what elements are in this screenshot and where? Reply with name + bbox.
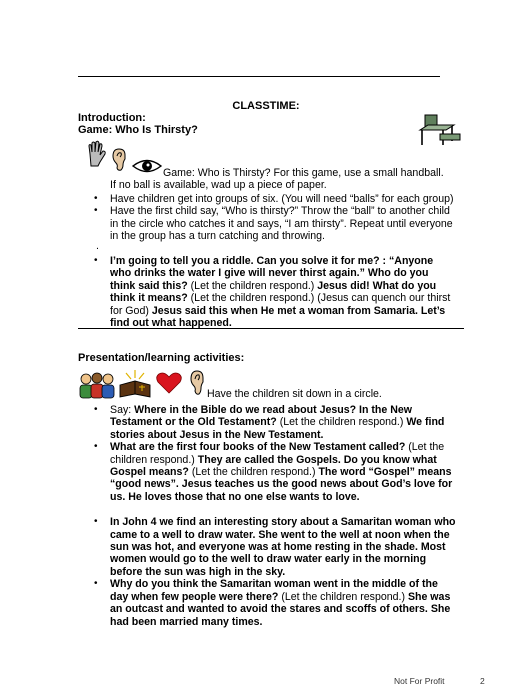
list-item: • What are the first four books of the New Testament called? (Let the children respond.) They are called the Gospels. Do you know what Gospel means? (Let the children respond.) The word “Gospel” means “good news”. Jesus teaches us the good news about God’s love for us. He loves those that no one else wants to love.	[94, 441, 453, 503]
bible-icon	[118, 369, 152, 399]
desk-icon	[416, 112, 462, 148]
game-label: Game: Who Is Thirsty?	[78, 124, 198, 136]
presentation-label: Presentation/learning activities:	[78, 352, 245, 364]
introduction-label: Introduction:	[78, 112, 146, 124]
list-item: • Why do you think the Samaritan woman went in the middle of the day when few people were there? (Let the children respond.) She was an outcast and wanted to avoid the stares and scoffs of others. She had been married many times.	[94, 578, 451, 628]
footer-note: Not For Profit	[394, 676, 445, 686]
classtime-title: CLASSTIME:	[232, 100, 300, 112]
list-item: • I’m going to tell you a riddle. Can you solve it for me? : “Anyone who drinks the water I give will never thirst again.” Who do you think said this? (Let the children respond.) Jesus did! What do you think it means? (Let the children respond.) (Jesus can quench our thirst for God) Jesus said this when He met a woman from Samaria. Let’s find out what happened.	[94, 255, 451, 330]
stray-mark: .	[96, 240, 99, 252]
riddle-bullet	[84, 255, 454, 329]
eye-icon	[132, 157, 162, 175]
ear-icon	[110, 148, 130, 172]
list-item: • Say: Where in the Bible do we read about Jesus? In the New Testament or the Old Testament? (Let the children respond.) We find stories about Jesus in the New Testament.	[94, 404, 445, 441]
presentation-bullets	[84, 404, 456, 628]
game-lead-text-2: If no ball is available, wad up a piece of paper.	[110, 179, 327, 191]
children-group-icon	[78, 372, 116, 400]
game-lead-text: Game: Who is Thirsty? For this game, use a small handball.	[163, 167, 444, 179]
page-number: 2	[480, 676, 485, 686]
list-item: • Have the first child say, “Who is thirsty?” Throw the “ball” to another child in the circle who catches it and says, “I am thirsty”. Repeat until everyone in the group has a turn catching and throwing.	[94, 205, 453, 243]
game-bullets	[84, 193, 454, 243]
hand-icon	[86, 140, 108, 168]
ear-icon	[188, 370, 208, 396]
list-item: • Have children get into groups of six. (You will need “balls” for each group)	[94, 193, 454, 205]
list-item: • In John 4 we find an interesting story about a Samaritan woman who came to a well to draw water. She went to the well at noon when the sun was hot, and everyone was at home resting in the shade. Most women would go to the well to draw water early in the morning before the sun was high in the sky.	[94, 516, 456, 578]
middle-rule	[78, 328, 464, 329]
presentation-lead-text: Have the children sit down in a circle.	[207, 388, 382, 400]
top-rule	[78, 76, 440, 77]
heart-icon	[156, 372, 182, 394]
